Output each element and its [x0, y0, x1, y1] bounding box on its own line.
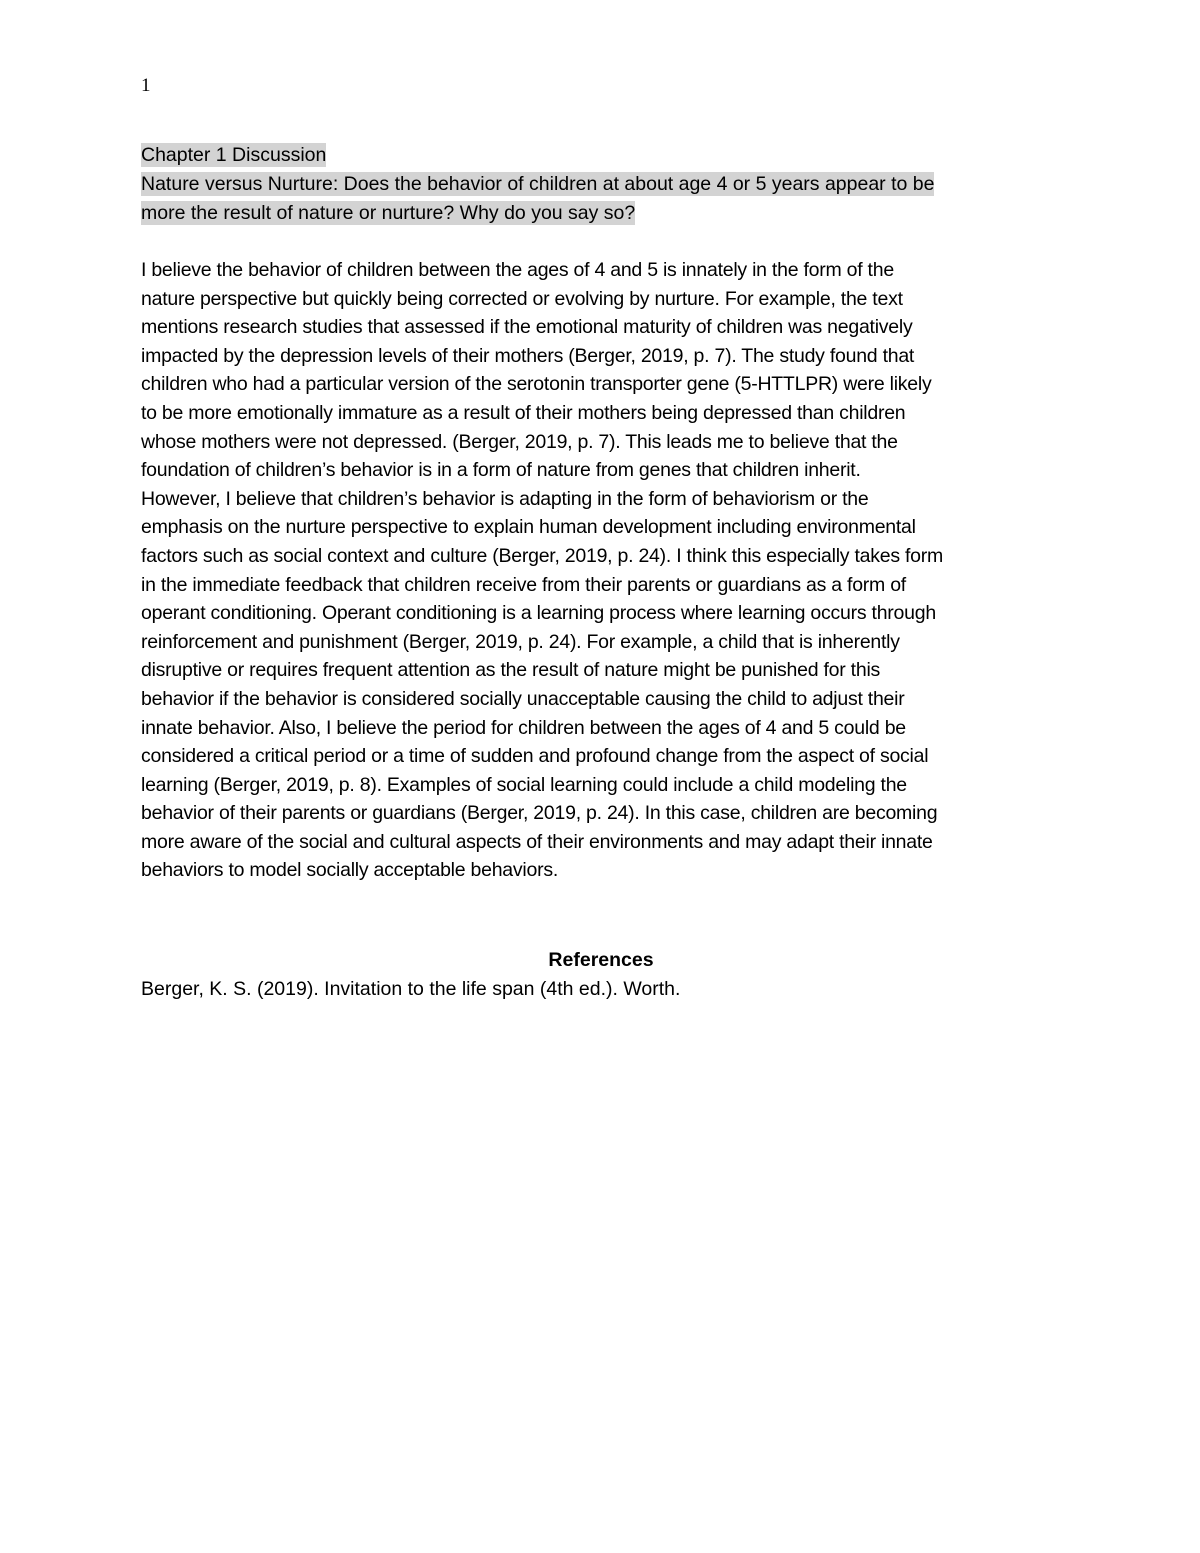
discussion-prompt-part-2: more the result of nature or nurture? Why do you say so?	[141, 202, 636, 224]
paragraph-line: operant conditioning. Operant conditioning is a learning process where learning occurs through	[141, 602, 936, 625]
paragraph-line: emphasis on the nurture perspective to explain human development including environmental	[141, 516, 916, 539]
paragraph-line: behavior if the behavior is considered socially unacceptable causing the child to adjust their	[141, 687, 905, 710]
paragraph-line: whose mothers were not depressed. (Berger, 2019, p. 7). This leads me to believe that the	[141, 430, 898, 453]
paragraph-line: factors such as social context and culture (Berger, 2019, p. 24). I think this especially takes form	[141, 544, 943, 567]
response-paragraph	[141, 256, 1066, 885]
references-heading: References	[548, 949, 654, 971]
discussion-header	[141, 141, 1061, 228]
prompt-line-2	[141, 199, 1061, 228]
paragraph-line: disruptive or requires frequent attention as the result of nature might be punished for this	[141, 659, 881, 682]
paragraph-line: behavior of their parents or guardians (Berger, 2019, p. 24). In this case, children are becoming	[141, 802, 938, 825]
prompt-line-1	[141, 170, 1061, 199]
paragraph-line: more aware of the social and cultural aspects of their environments and may adapt their innate	[141, 830, 933, 853]
paragraph-line: However, I believe that children’s behavior is adapting in the form of behaviorism or the	[141, 487, 869, 510]
reference-entry: Berger, K. S. (2019). Invitation to the life span (4th ed.). Worth.	[141, 978, 681, 1000]
paragraph-line: nature perspective but quickly being corrected or evolving by nurture. For example, the text	[141, 287, 903, 310]
paragraph-line: considered a critical period or a time of sudden and profound change from the aspect of social	[141, 745, 929, 768]
paragraph-line: to be more emotionally immature as a result of their mothers being depressed than children	[141, 401, 906, 424]
chapter-title-line	[141, 141, 1061, 170]
paragraph-line: reinforcement and punishment (Berger, 2019, p. 24). For example, a child that is inherently	[141, 630, 900, 653]
paragraph-line: foundation of children’s behavior is in a form of nature from genes that children inherit.	[141, 459, 861, 482]
page-number: 1	[141, 75, 151, 96]
discussion-prompt-part-1: Nature versus Nurture: Does the behavior of children at about age 4 or 5 years appear to be	[141, 173, 935, 195]
paragraph-line: mentions research studies that assessed if the emotional maturity of children was negatively	[141, 316, 913, 339]
paragraph-line: I believe the behavior of children between the ages of 4 and 5 is innately in the form of the	[141, 259, 894, 281]
paragraph-line: in the immediate feedback that children receive from their parents or guardians as a form of	[141, 573, 906, 596]
paragraph-line: innate behavior. Also, I believe the period for children between the ages of 4 and 5 could be	[141, 716, 906, 739]
paragraph-line: impacted by the depression levels of their mothers (Berger, 2019, p. 7). The study found that	[141, 344, 915, 367]
paragraph-line: children who had a particular version of the serotonin transporter gene (5-HTTLPR) were likely	[141, 373, 932, 396]
paragraph-line: behaviors to model socially acceptable behaviors.	[141, 859, 558, 882]
paragraph-line: learning (Berger, 2019, p. 8). Examples of social learning could include a child modeling the	[141, 773, 907, 796]
chapter-title: Chapter 1 Discussion	[141, 144, 327, 166]
